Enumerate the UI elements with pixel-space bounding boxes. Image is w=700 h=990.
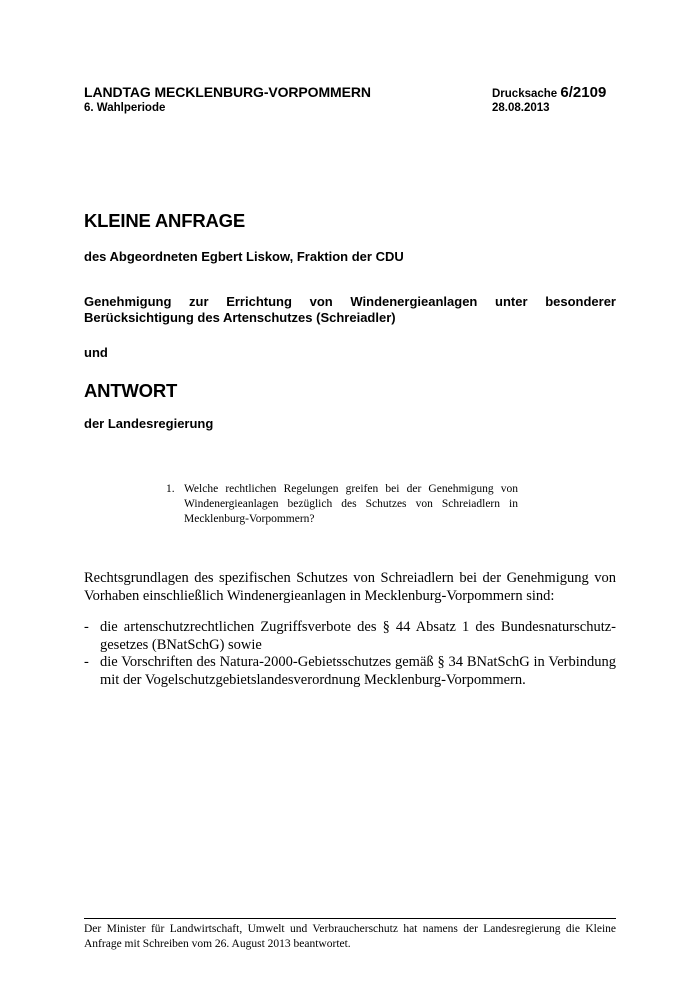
question-line-3: Mecklenburg-Vorpommern? — [184, 513, 315, 525]
list-item — [84, 654, 616, 689]
subject-title — [84, 294, 616, 326]
bullet-dash: - — [84, 619, 89, 635]
bullet-line-1: die Vorschriften des Natura-2000-Gebietsschutzes gemäß § 34 BNatSchG in Verbindung — [100, 654, 616, 670]
answer-title: ANTWORT — [84, 380, 178, 401]
parliament-name: LANDTAG MECKLENBURG-VORPOMMERN — [84, 84, 371, 100]
answer-bullet-list — [84, 619, 616, 689]
footnote-line-1: Der Minister für Landwirtschaft, Umwelt und Verbraucherschutz hat namens der Landesregierung die Kleine — [84, 923, 616, 935]
footnote — [84, 922, 616, 951]
legislative-period: 6. Wahlperiode — [84, 102, 166, 114]
subject-line-1: Genehmigung zur Errichtung von Windenergieanlagen unter besonderer — [84, 294, 616, 309]
document-type-title: KLEINE ANFRAGE — [84, 210, 245, 231]
answer-by: der Landesregierung — [84, 416, 214, 431]
footnote-line-2: Anfrage mit Schreiben vom 26. August 2013 beantwortet. — [84, 937, 351, 950]
document-date: 28.08.2013 — [492, 102, 550, 114]
answer-paragraph — [84, 569, 616, 605]
bullet-line-2: gesetzes (BNatSchG) sowie — [100, 636, 262, 653]
drucksache-label: Drucksache — [492, 88, 561, 100]
drucksache-number: 6/2109 — [560, 84, 607, 101]
question-line-2: Windenergieanlagen bezüglich des Schutzes von Schreiadlern in — [184, 498, 518, 510]
conjunction: und — [84, 345, 108, 360]
list-item — [84, 619, 616, 654]
question-number: 1. — [166, 483, 175, 495]
bullet-dash: - — [84, 654, 89, 670]
answer-line-2: Vorhaben einschließlich Windenergieanlagen in Mecklenburg-Vorpommern sind: — [84, 588, 555, 604]
question-line-1: Welche rechtlichen Regelungen greifen bei der Genehmigung von — [184, 483, 518, 495]
author-line: des Abgeordneten Egbert Liskow, Fraktion der CDU — [84, 249, 404, 264]
bullet-text — [100, 619, 616, 654]
bullet-text — [100, 654, 616, 689]
bullet-line-1: die artenschutzrechtlichen Zugriffsverbote des § 44 Absatz 1 des Bundesnaturschutz- — [100, 619, 616, 635]
drucksache-reference — [492, 84, 606, 101]
bullet-line-2: mit der Vogelschutzgebietslandesverordnung Mecklenburg-Vorpommern. — [100, 671, 526, 688]
answer-line-1: Rechtsgrundlagen des spezifischen Schutzes von Schreiadlern bei der Genehmigung von — [84, 570, 616, 586]
footnote-divider — [84, 918, 616, 919]
subject-line-2: Berücksichtigung des Artenschutzes (Schreiadler) — [84, 310, 396, 325]
question-text — [184, 482, 518, 527]
question-1 — [166, 482, 518, 527]
